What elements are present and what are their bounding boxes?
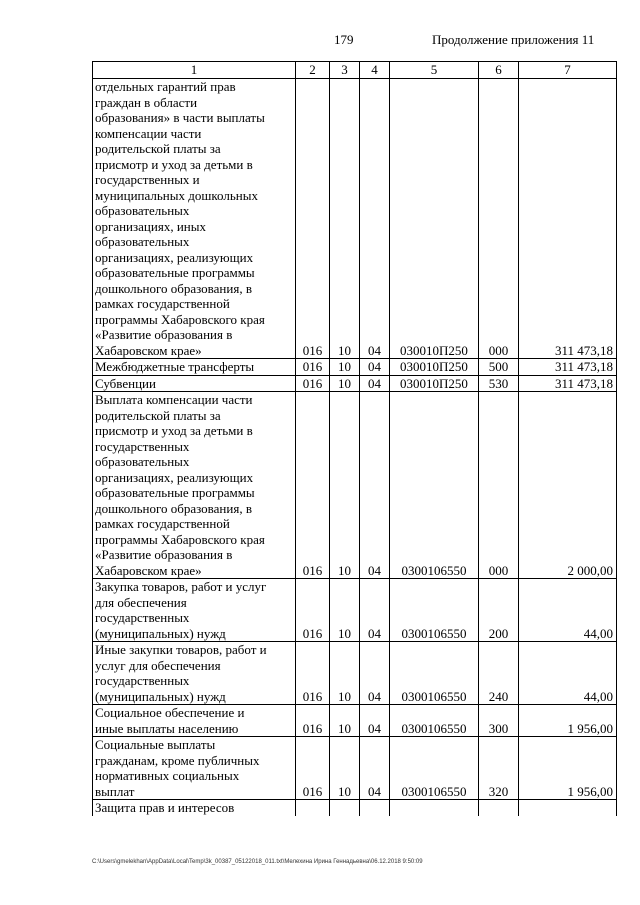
table-row [93,800,617,816]
table-row [93,359,617,376]
subsection-code: 04 [360,79,390,359]
amount: 2 000,00 [519,392,617,579]
column-header: 7 [519,62,617,79]
target-article-code: 0300106550 [390,579,479,642]
column-header: 5 [390,62,479,79]
column-header: 2 [296,62,330,79]
subsection-code: 04 [360,579,390,642]
table-row [93,579,617,642]
table-row [93,737,617,800]
ministry-code: 016 [296,392,330,579]
amount: 1 956,00 [519,737,617,800]
ministry-code: 016 [296,705,330,737]
page-number: 179 [334,32,354,47]
row-description: Иные закупки товаров, работ и услуг для обеспечения государственных (муниципальных) нужд [93,642,296,705]
ministry-code: 016 [296,642,330,705]
subsection-code [360,800,390,816]
row-description: Выплата компенсации части родительской платы за присмотр и уход за детьми в государственных образовательных организациях, реализующих образовательные программы дошкольного образования, в рамках государственной программы Хабаровского края «Развитие образования в Хабаровском крае» [93,392,296,579]
amount: 311 473,18 [519,359,617,376]
row-description: Социальные выплаты гражданам, кроме публичных нормативных социальных выплат [93,737,296,800]
expense-type-code: 530 [479,375,519,392]
ministry-code: 016 [296,79,330,359]
subsection-code: 04 [360,737,390,800]
subsection-code: 04 [360,359,390,376]
section-code [330,800,360,816]
amount: 311 473,18 [519,375,617,392]
section-code: 10 [330,392,360,579]
amount: 311 473,18 [519,79,617,359]
subsection-code: 04 [360,375,390,392]
section-code: 10 [330,375,360,392]
row-description: Закупка товаров, работ и услуг для обеспечения государственных (муниципальных) нужд [93,579,296,642]
table-row [93,375,617,392]
expense-type-code: 300 [479,705,519,737]
ministry-code: 016 [296,579,330,642]
ministry-code: 016 [296,737,330,800]
row-description: Защита прав и интересов [93,800,296,816]
target-article-code: 0300106550 [390,392,479,579]
section-code: 10 [330,737,360,800]
expense-type-code: 240 [479,642,519,705]
section-code: 10 [330,79,360,359]
footer-file-path: C:\Users\gmelekhan\AppData\Local\Temp\3k_00387_05122018_011.txt\Мелехина Ирина Геннадьевна\06.12.2018 9:50:09 [92,859,423,865]
column-header: 3 [330,62,360,79]
row-description: отдельных гарантий прав граждан в области образования» в части выплаты компенсации части родительской платы за присмотр и уход за детьми в государственных и муниципальных дошкольных образовательных организациях, иных образовательных организациях, реализующих образовательные программы дошкольного образования, в рамках государственной программы Хабаровского края «Развитие образования в Хабаровском крае» [93,79,296,359]
subsection-code: 04 [360,392,390,579]
target-article-code: 030010П250 [390,79,479,359]
row-description: Межбюджетные трансферты [93,359,296,376]
target-article-code [390,800,479,816]
section-code: 10 [330,359,360,376]
expense-type-code: 500 [479,359,519,376]
section-code: 10 [330,642,360,705]
ministry-code: 016 [296,375,330,392]
budget-table [92,61,617,816]
table-header-row [93,62,617,79]
ministry-code [296,800,330,816]
expense-type-code: 320 [479,737,519,800]
row-description: Субвенции [93,375,296,392]
column-header: 6 [479,62,519,79]
target-article-code: 0300106550 [390,705,479,737]
table-row [93,79,617,359]
target-article-code: 0300106550 [390,642,479,705]
target-article-code: 030010П250 [390,359,479,376]
ministry-code: 016 [296,359,330,376]
subsection-code: 04 [360,642,390,705]
subsection-code: 04 [360,705,390,737]
expense-type-code: 200 [479,579,519,642]
expense-type-code: 000 [479,392,519,579]
section-code: 10 [330,579,360,642]
target-article-code: 030010П250 [390,375,479,392]
table-row [93,392,617,579]
expense-type-code: 000 [479,79,519,359]
target-article-code: 0300106550 [390,737,479,800]
column-header: 1 [93,62,296,79]
expense-type-code [479,800,519,816]
table-row [93,642,617,705]
amount: 44,00 [519,642,617,705]
amount: 1 956,00 [519,705,617,737]
amount: 44,00 [519,579,617,642]
appendix-continuation-title: Продолжение приложения 11 [432,32,595,47]
column-header: 4 [360,62,390,79]
table-row [93,705,617,737]
section-code: 10 [330,705,360,737]
row-description: Социальное обеспечение и иные выплаты населению [93,705,296,737]
amount [519,800,617,816]
